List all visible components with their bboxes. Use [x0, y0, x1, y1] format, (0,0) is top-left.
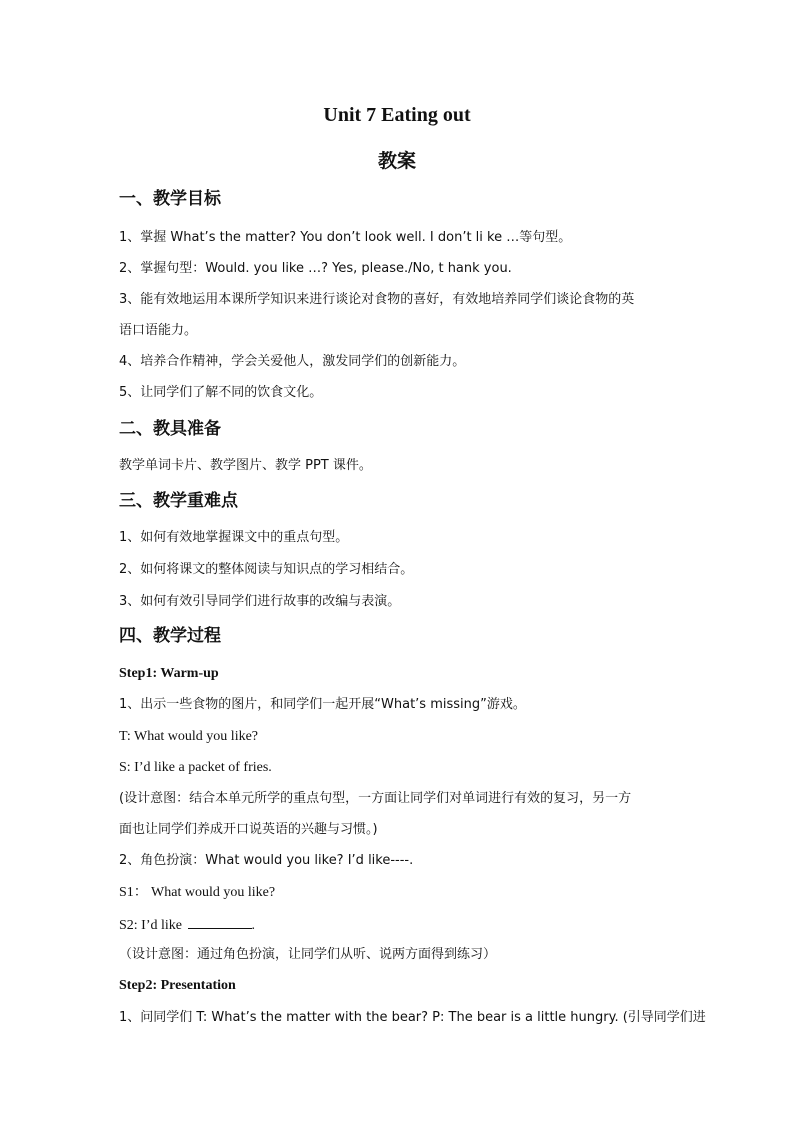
process-item-1: 1、出示一些食物的图片，和同学们一起开展“What’s missing”游戏。: [119, 697, 526, 712]
section-heading-objectives: 一、教学目标: [119, 189, 221, 209]
design-intent-2: （设计意图：通过角色扮演，让同学们从听、说两方面得到练习）: [119, 947, 497, 962]
section-heading-key-points: 三、教学重难点: [119, 491, 238, 511]
dialogue-s1: S1： What would you like?: [119, 885, 276, 900]
process-step2-item-1: 1、问同学们 T: What’s the matter with the bear? P: The bear is a little hungry. (引导同学们进: [119, 1010, 706, 1025]
dialogue-s2-text: S2: I’d like: [119, 918, 186, 933]
key-point-2: 2、如何将课文的整体阅读与知识点的学习相结合。: [119, 562, 414, 577]
key-point-1: 1、如何有效地掌握课文中的重点句型。: [119, 530, 349, 545]
section-heading-process: 四、教学过程: [119, 626, 221, 646]
key-point-3: 3、如何有效引导同学们进行故事的改编与表演。: [119, 594, 401, 609]
objective-4: 4、培养合作精神，学会关爱他人，激发同学们的创新能力。: [119, 354, 466, 369]
preparation-text: 教学单词卡片、教学图片、教学 PPT 课件。: [119, 458, 372, 473]
dialogue-teacher: T: What would you like?: [119, 729, 259, 744]
step-1-heading: Step1: Warm-up: [119, 666, 219, 681]
step-2-heading: Step2: Presentation: [119, 978, 236, 993]
dialogue-s2-end: .: [251, 918, 255, 933]
section-heading-preparation: 二、教具准备: [119, 419, 221, 439]
doc-subtitle: 教案: [377, 150, 416, 172]
objective-3-line-1: 3、能有效地运用本课所学知识来进行谈论对食物的喜好，有效地培养同学们谈论食物的英: [119, 292, 635, 307]
process-item-2: 2、角色扮演：What would you like? I’d like----.: [119, 853, 414, 868]
dialogue-s2: [119, 915, 255, 935]
objective-5: 5、让同学们了解不同的饮食文化。: [119, 385, 323, 400]
fill-in-blank: [188, 915, 252, 929]
objective-1: 1、掌握 What’s the matter? You don’t look well. I don’t li ke …等句型。: [119, 230, 572, 245]
objective-2: 2、掌握句型：Would. you like …? Yes, please./No, t hank you.: [119, 261, 512, 276]
design-intent-1-line-2: 面也让同学们养成开口说英语的兴趣与习惯。): [119, 822, 378, 837]
dialogue-student: S: I’d like a packet of fries.: [119, 760, 272, 775]
objective-3-line-2: 语口语能力。: [119, 323, 198, 338]
doc-title: Unit 7 Eating out: [323, 104, 471, 126]
design-intent-1-line-1: (设计意图：结合本单元所学的重点句型，一方面让同学们对单词进行有效的复习，另一方: [119, 791, 632, 806]
